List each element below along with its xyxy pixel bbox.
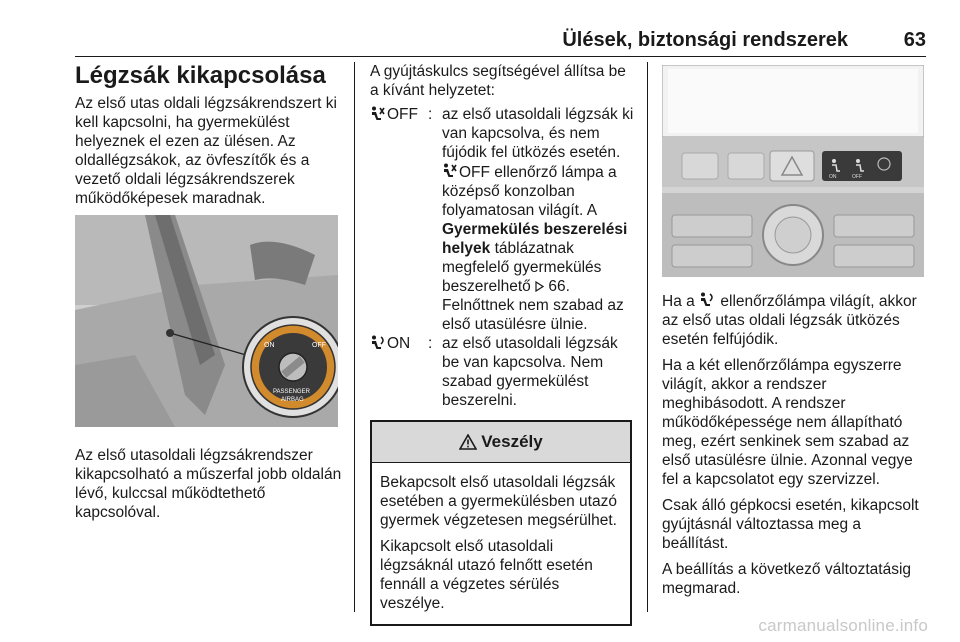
danger-paragraph: Kikapcsolt első utasoldali légzsáknál utazó felnőtt esetén fennáll a végzetes sérülés veszélye. bbox=[380, 538, 593, 612]
console-indicator-photo bbox=[662, 65, 924, 277]
switch-position-list bbox=[370, 105, 635, 410]
airbag-off-icon bbox=[370, 105, 387, 122]
warning-triangle-icon bbox=[459, 434, 477, 450]
indicator-on-label: ON bbox=[829, 174, 837, 180]
column-divider bbox=[354, 62, 355, 612]
column-left bbox=[75, 62, 343, 529]
definition-off: OFF : az első utasoldali légzsák ki van kapcsolva, és nem fújódik fel ütközés esetén. OFF ellenőrző lámpa a középső konzolban folyamatosan világít. A Gyermekülés beszerelési helyek táblázatnak megfelelő gyermekülés beszerelhető 66. Felnőttnek nem szabad az első utasülésre ülnie. bbox=[370, 105, 635, 334]
paragraph-change-setting: Csak álló gépkocsi esetén, kikapcsolt gyújtásnál változtassa meg a beállítást. bbox=[662, 497, 919, 552]
page-number: 63 bbox=[903, 29, 926, 51]
definition-on: ON : az első utasoldali légzsák be van kapcsolva. Nem szabad gyermekülést beszerelni. bbox=[370, 334, 635, 410]
switch-on-label: ON bbox=[264, 342, 275, 349]
instruction-paragraph: A gyújtáskulcs segítségével állítsa be a kívánt helyzetet: bbox=[370, 63, 626, 99]
indicator-off-label: OFF bbox=[852, 174, 862, 180]
table-reference: Gyermekülés beszerelési bbox=[442, 221, 628, 238]
danger-title: Veszély bbox=[481, 432, 543, 451]
paragraph-malfunction: Ha a két ellenőrzőlámpa egyszerre világít, akkor a rendszer meghibásodott. A rendszer működőképessége nem állapítható meg, ezért senkinek sem szabad az első utasülésre ülnie. Azonnal vegye fel a kapcsolatot egy szervizzel. bbox=[662, 357, 913, 488]
figure-caption: Az első utasoldali légzsákrendszer kikapcsolható a műszerfal jobb oldalán lévő, kulccsal működtethető kapcsolóval. bbox=[75, 447, 342, 521]
switch-off-label: OFF bbox=[312, 342, 326, 349]
page-header bbox=[75, 26, 926, 57]
paragraph-on-lamp: Ha a ellenőrzőlámpa világít, akkor az első utas oldali légzsák ütközés esetén felfújódik. bbox=[662, 293, 917, 348]
header-title: Ülések, biztonsági rendszerek bbox=[562, 29, 848, 51]
airbag-on-icon bbox=[370, 334, 387, 351]
column-middle bbox=[370, 62, 635, 626]
airbag-switch-photo bbox=[75, 215, 338, 427]
intro-paragraph: Az első utas oldali légzsákrendszert ki kell kapcsolni, ha gyermekülést helyeznek el ezen az ülésen. Az oldallégzsákok, az övfeszítők és a vezető oldali légzsákrendszerek működőképesek maradnak. bbox=[75, 95, 337, 207]
term-on: ON bbox=[387, 335, 411, 352]
switch-passenger-label: PASSENGER bbox=[273, 389, 310, 395]
page-reference-icon bbox=[535, 281, 544, 292]
paragraph-setting-persists: A beállítás a következő változtatásig megmarad. bbox=[662, 561, 912, 597]
column-right bbox=[662, 62, 928, 605]
section-title: Légzsák kikapcsolása bbox=[75, 62, 326, 89]
airbag-off-icon bbox=[442, 162, 459, 179]
page-reference: 66. bbox=[548, 278, 570, 295]
danger-paragraph: Bekapcsolt első utasoldali légzsák esetében a gyermekülésben utazó gyermek végzetesen megsérülhet. bbox=[380, 474, 617, 529]
column-divider bbox=[647, 62, 648, 612]
watermark: carmanualsonline.info bbox=[758, 616, 928, 635]
airbag-on-icon bbox=[699, 291, 716, 308]
term-off: OFF bbox=[387, 106, 418, 123]
switch-airbag-label: AIRBAG bbox=[281, 397, 304, 403]
danger-warning-box bbox=[370, 420, 632, 626]
